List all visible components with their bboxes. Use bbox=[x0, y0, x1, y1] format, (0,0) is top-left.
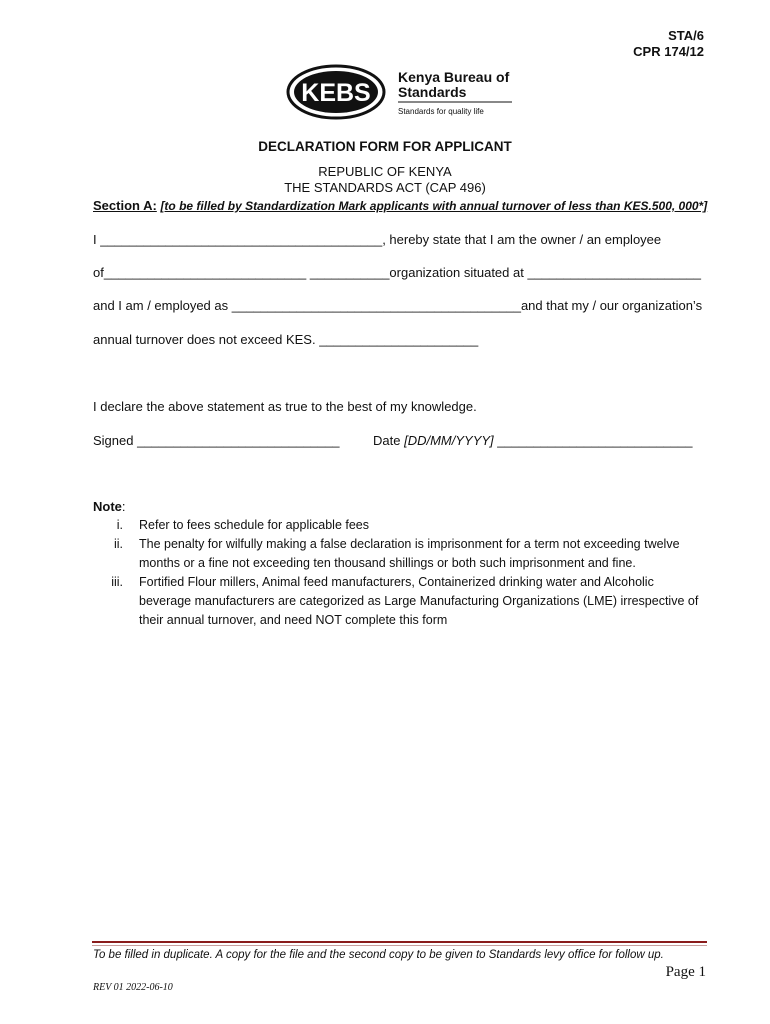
logo-wordmark: KEBS bbox=[301, 79, 371, 107]
date-field[interactable] bbox=[373, 433, 692, 448]
logo-name-line2: Standards bbox=[398, 84, 467, 100]
note-heading bbox=[93, 499, 126, 514]
page-title: DECLARATION FORM FOR APPLICANT bbox=[258, 139, 512, 154]
republic-line: REPUBLIC OF KENYA bbox=[318, 164, 452, 179]
declaration-line-4[interactable]: annual turnover does not exceed KES. ______________________ bbox=[93, 332, 479, 347]
declaration-statement: I declare the above statement as true to the best of my knowledge. bbox=[93, 399, 477, 414]
kebs-logo-icon bbox=[286, 64, 518, 120]
footer-instruction: To be filled in duplicate. A copy for the file and the second copy to be given to Standards levy office for follow up. bbox=[93, 949, 664, 961]
cpr-code: CPR 174/12 bbox=[633, 44, 704, 59]
footer-divider bbox=[92, 941, 707, 943]
list-item bbox=[93, 535, 705, 573]
declaration-line-1[interactable]: I _______________________________________, hereby state that I am the owner / an employee bbox=[93, 232, 662, 247]
list-item-number: ii. bbox=[113, 537, 123, 551]
revision-label: REV 01 2022-06-10 bbox=[93, 982, 173, 993]
date-format: [DD/MM/YYYY] bbox=[404, 433, 494, 448]
logo-tagline: Standards for quality life bbox=[398, 107, 484, 116]
list-item-number: iii. bbox=[111, 575, 123, 589]
form-code: STA/6 bbox=[668, 28, 704, 43]
note-colon: : bbox=[121, 499, 126, 514]
list-item bbox=[93, 573, 705, 630]
act-line: THE STANDARDS ACT (CAP 496) bbox=[284, 180, 486, 195]
kebs-logo bbox=[286, 64, 518, 120]
note-title: Note bbox=[93, 499, 122, 514]
declaration-line-2[interactable]: of____________________________ ___________organization situated at ________________________ bbox=[93, 265, 701, 280]
footer-divider-thin bbox=[92, 945, 707, 946]
list-item bbox=[93, 516, 705, 535]
section-note: [to be filled by Standardization Mark applicants with annual turnover of less than KES.500, 000*] bbox=[160, 199, 708, 213]
section-a-heading bbox=[93, 198, 707, 213]
list-item-text: Refer to fees schedule for applicable fees bbox=[139, 518, 369, 532]
list-item-text: Fortified Flour millers, Animal feed manufacturers, Containerized drinking water and Alcoholic beverage manufacturers are categorized as Large Manufacturing Organizations (LME) irrespective of their annual turnover, and need NOT complete this form bbox=[139, 575, 699, 627]
list-item-text: The penalty for wilfully making a false declaration is imprisonment for a term not exceeding twelve months or a fine not exceeding ten thousand shillings or both such imprisonment and fine. bbox=[139, 537, 680, 570]
notes-list bbox=[93, 516, 705, 630]
declaration-line-3[interactable]: and I am / employed as ________________________________________and that my / our organization’s bbox=[93, 298, 703, 313]
logo-name-line1: Kenya Bureau of bbox=[398, 69, 510, 85]
list-item-number: i. bbox=[116, 518, 123, 532]
page-number: Page 1 bbox=[665, 964, 706, 980]
section-label: Section A: bbox=[93, 198, 157, 213]
signed-field[interactable]: Signed ____________________________ bbox=[93, 433, 340, 448]
date-label: Date bbox=[373, 433, 405, 448]
date-blank[interactable]: ___________________________ bbox=[493, 433, 693, 448]
